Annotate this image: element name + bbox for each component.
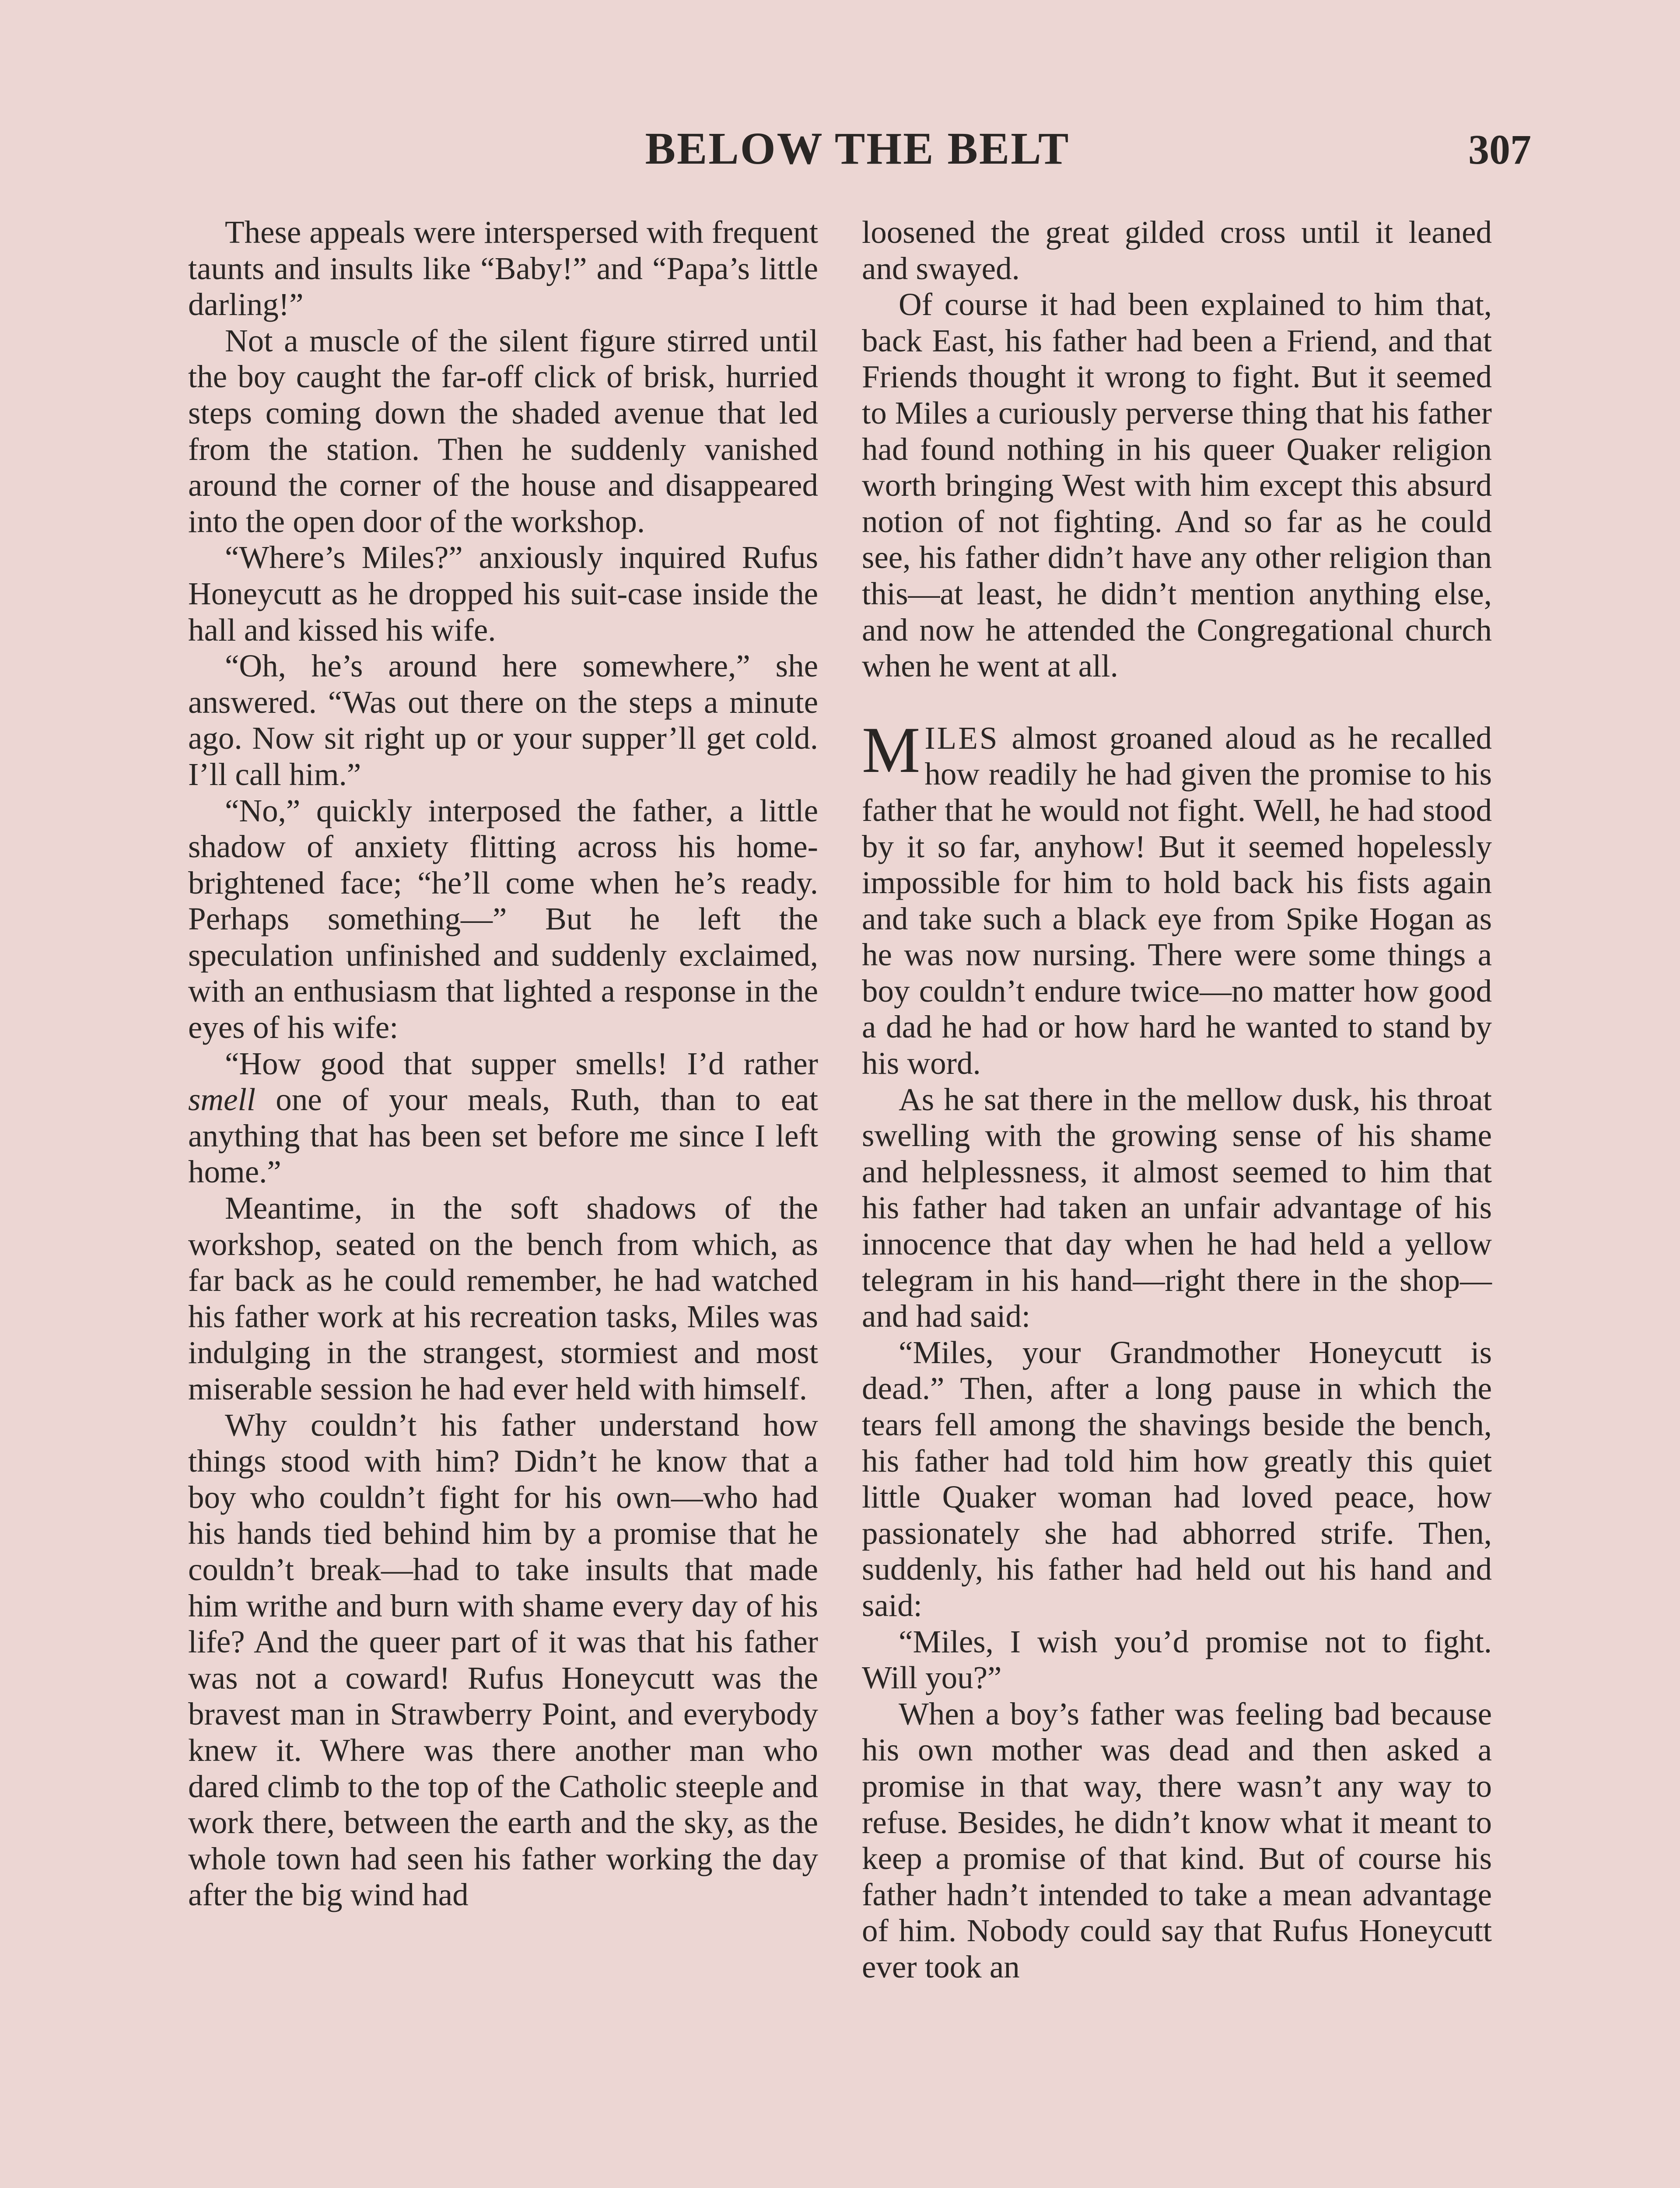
small-caps-run: ILES <box>924 720 999 756</box>
paragraph: “Where’s Miles?” anxiously inquired Rufus Honeycutt as he dropped his suit-case inside the hall and kissed his wife. <box>188 540 818 648</box>
paragraph: Meantime, in the soft shadows of the workshop, seated on the bench from which, as far back as he could remember, he had watched his father work at his recreation tasks, Miles was indulging in the strangest, stormiest and most miserable session he had ever held with himself. <box>188 1190 818 1406</box>
page-number: 307 <box>1468 126 1531 173</box>
text-run: almost groaned aloud as he recalled how readily he had given the promise to his father that he would not fight. Well, he had stood by it so far, anyhow! But it seemed hopelessly impossible for him to hold back his fists again and take such a black eye from Spike Hogan as he was now nursing. There were some things a boy couldn’t endure twice—no matter how good a dad he had or how hard he wanted to stand by his word. <box>862 720 1492 1081</box>
paragraph: “Oh, he’s around here somewhere,” she answered. “Was out there on the steps a minute ago. Now sit right up or your supper’ll get cold. I’ll call him.” <box>188 648 818 792</box>
paragraph: These appeals were interspersed with frequent taunts and insults like “Baby!” and “Papa’s little darling!” <box>188 214 818 323</box>
paragraph: “Miles, your Grandmother Honeycutt is dead.” Then, after a long pause in which the tears fell among the shavings beside the bench, his father had told him how greatly this quiet little Quaker woman had loved peace, how passionately she had abhorred strife. Then, suddenly, his father had held out his hand and said: <box>862 1334 1492 1623</box>
paragraph: As he sat there in the mellow dusk, his throat swelling with the growing sense of his shame and helplessness, it almost seemed to him that his father had taken an unfair advantage of his innocence that day when he had held a yellow telegram in his hand—right there in the shop—and had said: <box>862 1081 1492 1334</box>
drop-cap: M <box>862 713 920 786</box>
emphasis: smell <box>188 1082 256 1118</box>
page-header <box>184 123 1531 184</box>
left-column <box>188 214 818 1913</box>
paragraph: Of course it had been explained to him that, back East, his father had been a Friend, and that Friends thought it wrong to fight. But it seemed to Miles a curiously perverse thing that his father had found nothing in his queer Quaker religion worth bringing West with him except this absurd notion of not fighting. And so far as he could see, his father didn’t have any other religion than this—at least, he didn’t mention anything else, and now he attended the Congregational church when he went at all. <box>862 287 1492 684</box>
section-opening-paragraph <box>862 713 1492 1082</box>
paragraph: Not a muscle of the silent figure stirred until the boy caught the far-off click of brisk, hurried steps coming down the shaded avenue that led from the station. Then he suddenly vanished around the corner of the house and disappeared into the open door of the workshop. <box>188 323 818 539</box>
right-column <box>862 214 1492 1985</box>
text-run: one of your meals, Ruth, than to eat anything that has been set before me since I left home.” <box>188 1082 818 1190</box>
paragraph: “No,” quickly interposed the father, a little shadow of anxiety flitting across his home-brightened face; “he’ll come when he’s ready. Perhaps something—” But he left the speculation unfinished and suddenly exclaimed, with an enthusiasm that lighted a response in the eyes of his wife: <box>188 792 818 1045</box>
running-title: BELOW THE BELT <box>645 123 1070 174</box>
paragraph <box>188 1046 818 1190</box>
paragraph: loosened the great gilded cross until it leaned and swayed. <box>862 214 1492 286</box>
paragraph: “Miles, I wish you’d promise not to fight. Will you?” <box>862 1623 1492 1696</box>
paragraph: Why couldn’t his father understand how things stood with him? Didn’t he know that a boy who couldn’t fight for his own—who had his hands tied behind him by a promise that he couldn’t break—had to take insults that made him writhe and burn with shame every day of his life? And the queer part of it was that his father was not a coward! Rufus Honeycutt was the bravest man in Strawberry Point, and everybody knew it. Where was there another man who dared climb to the top of the Catholic steeple and work there, between the earth and the sky, as the whole town had seen his father working the day after the big wind had <box>188 1407 818 1913</box>
text-run: “How good that supper smells! I’d rather <box>225 1045 818 1081</box>
paragraph: When a boy’s father was feeling bad because his own mother was dead and then asked a promise in that way, there wasn’t any way to refuse. Besides, he didn’t know what it meant to keep a promise of that kind. But of course his father hadn’t intended to take a mean advantage of him. Nobody could say that Rufus Honeycutt ever took an <box>862 1696 1492 1985</box>
